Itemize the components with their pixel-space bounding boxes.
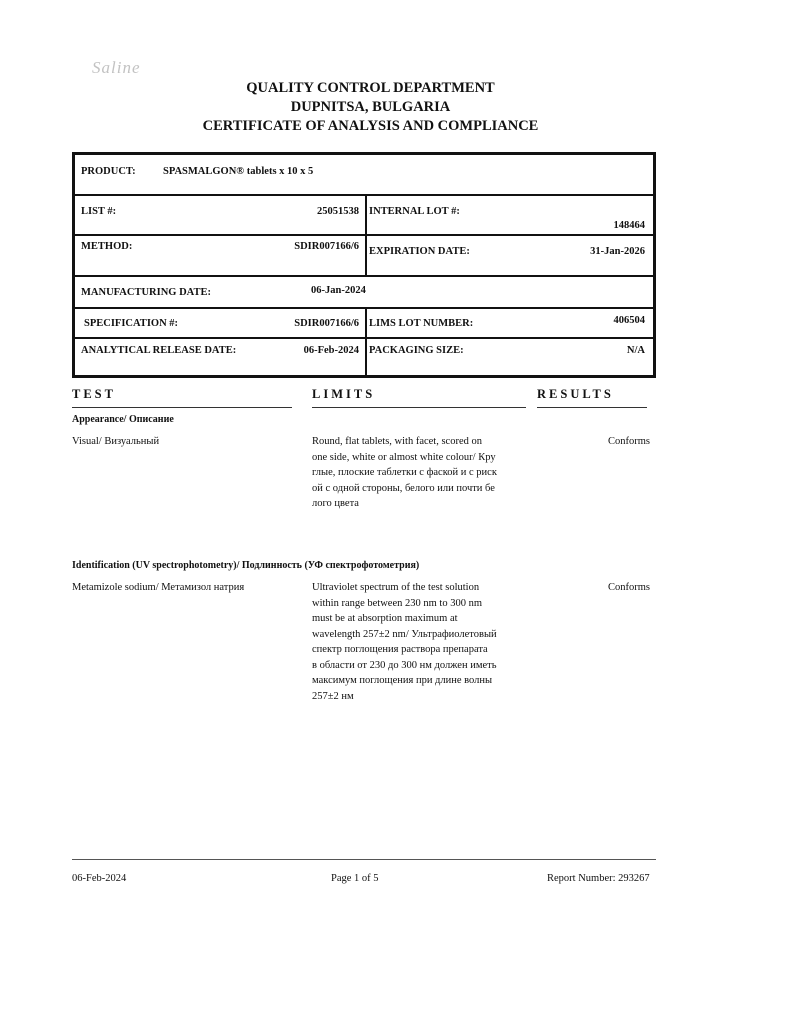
internal-lot-label: INTERNAL LOT #: xyxy=(369,206,460,217)
footer-date: 06-Feb-2024 xyxy=(72,873,127,884)
specification-cell xyxy=(74,308,366,338)
footer-divider xyxy=(72,859,656,860)
lims-label: LIMS LOT NUMBER: xyxy=(369,318,474,329)
column-header-limits: LIMITS xyxy=(312,387,376,401)
location-title: DUPNITSA, BULGARIA xyxy=(290,99,451,115)
list-value: 25051538 xyxy=(317,206,359,217)
expiration-label: EXPIRATION DATE: xyxy=(369,246,470,257)
product-info-box xyxy=(72,152,656,378)
result-value: Conforms xyxy=(608,436,650,447)
release-cell xyxy=(74,338,366,376)
release-value: 06-Feb-2024 xyxy=(303,345,359,356)
column-header-test: TEST xyxy=(72,387,116,401)
department-title: QUALITY CONTROL DEPARTMENT xyxy=(246,80,495,96)
product-label: PRODUCT: xyxy=(81,166,136,177)
product-value: SPASMALGON® tablets x 10 x 5 xyxy=(163,166,314,177)
lims-value: 406504 xyxy=(613,315,645,326)
test-name: Visual/ Визуальный xyxy=(72,436,160,447)
manufacturing-value: 06-Jan-2024 xyxy=(311,285,366,296)
section-title: Identification (UV spectrophotometry)/ Подлинность (УФ спектрофотометрия) xyxy=(72,560,420,571)
list-label: LIST #: xyxy=(81,206,117,217)
specification-label: SPECIFICATION #: xyxy=(84,318,179,329)
result-value: Conforms xyxy=(608,582,650,593)
faint-stamp: Saline xyxy=(92,58,141,77)
product-row xyxy=(74,154,654,195)
method-value: SDIR007166/6 xyxy=(294,241,359,252)
lims-cell xyxy=(366,308,654,338)
method-label: METHOD: xyxy=(81,241,133,252)
certificate-title: CERTIFICATE OF ANALYSIS AND COMPLIANCE xyxy=(202,118,539,134)
method-cell xyxy=(74,235,366,276)
page-number: Page 1 of 5 xyxy=(331,873,379,884)
manufacturing-row xyxy=(74,276,654,308)
limits-text: Round, flat tablets, with facet, scored on one side, white or almost white colour/ Кру глые, плоские таблетки с фаской и с риск ой с одной стороны, белого или почти бе лого цвета xyxy=(312,436,497,509)
test-name: Metamizole sodium/ Метамизол натрия xyxy=(72,582,245,593)
column-header-results: RESULTS xyxy=(537,387,614,401)
report-number: Report Number: 293267 xyxy=(547,873,650,884)
limits-underline xyxy=(312,407,526,408)
packaging-value: N/A xyxy=(626,345,645,356)
internal-lot-cell xyxy=(366,195,654,235)
test-underline xyxy=(72,407,292,408)
release-label: ANALYTICAL RELEASE DATE: xyxy=(81,345,237,356)
specification-value: SDIR007166/6 xyxy=(294,318,359,329)
section-title: Appearance/ Описание xyxy=(72,414,174,425)
list-cell xyxy=(74,195,366,235)
packaging-label: PACKAGING SIZE: xyxy=(369,345,464,356)
results-underline xyxy=(537,407,647,408)
packaging-cell xyxy=(366,338,654,376)
expiration-value: 31-Jan-2026 xyxy=(590,246,645,257)
limits-text: Ultraviolet spectrum of the test solution within range between 230 nm to 300 nm must be at absorption maximum at wavelength 257±2 nm/ Ультрафиолетовый спектр поглощения раствора препарата в области от 230 до 300 нм должен иметь максимум поглощения при длине волны 257±2 нм xyxy=(312,582,497,702)
internal-lot-value: 148464 xyxy=(613,220,645,231)
expiration-cell xyxy=(366,235,654,276)
manufacturing-label: MANUFACTURING DATE: xyxy=(81,287,211,298)
